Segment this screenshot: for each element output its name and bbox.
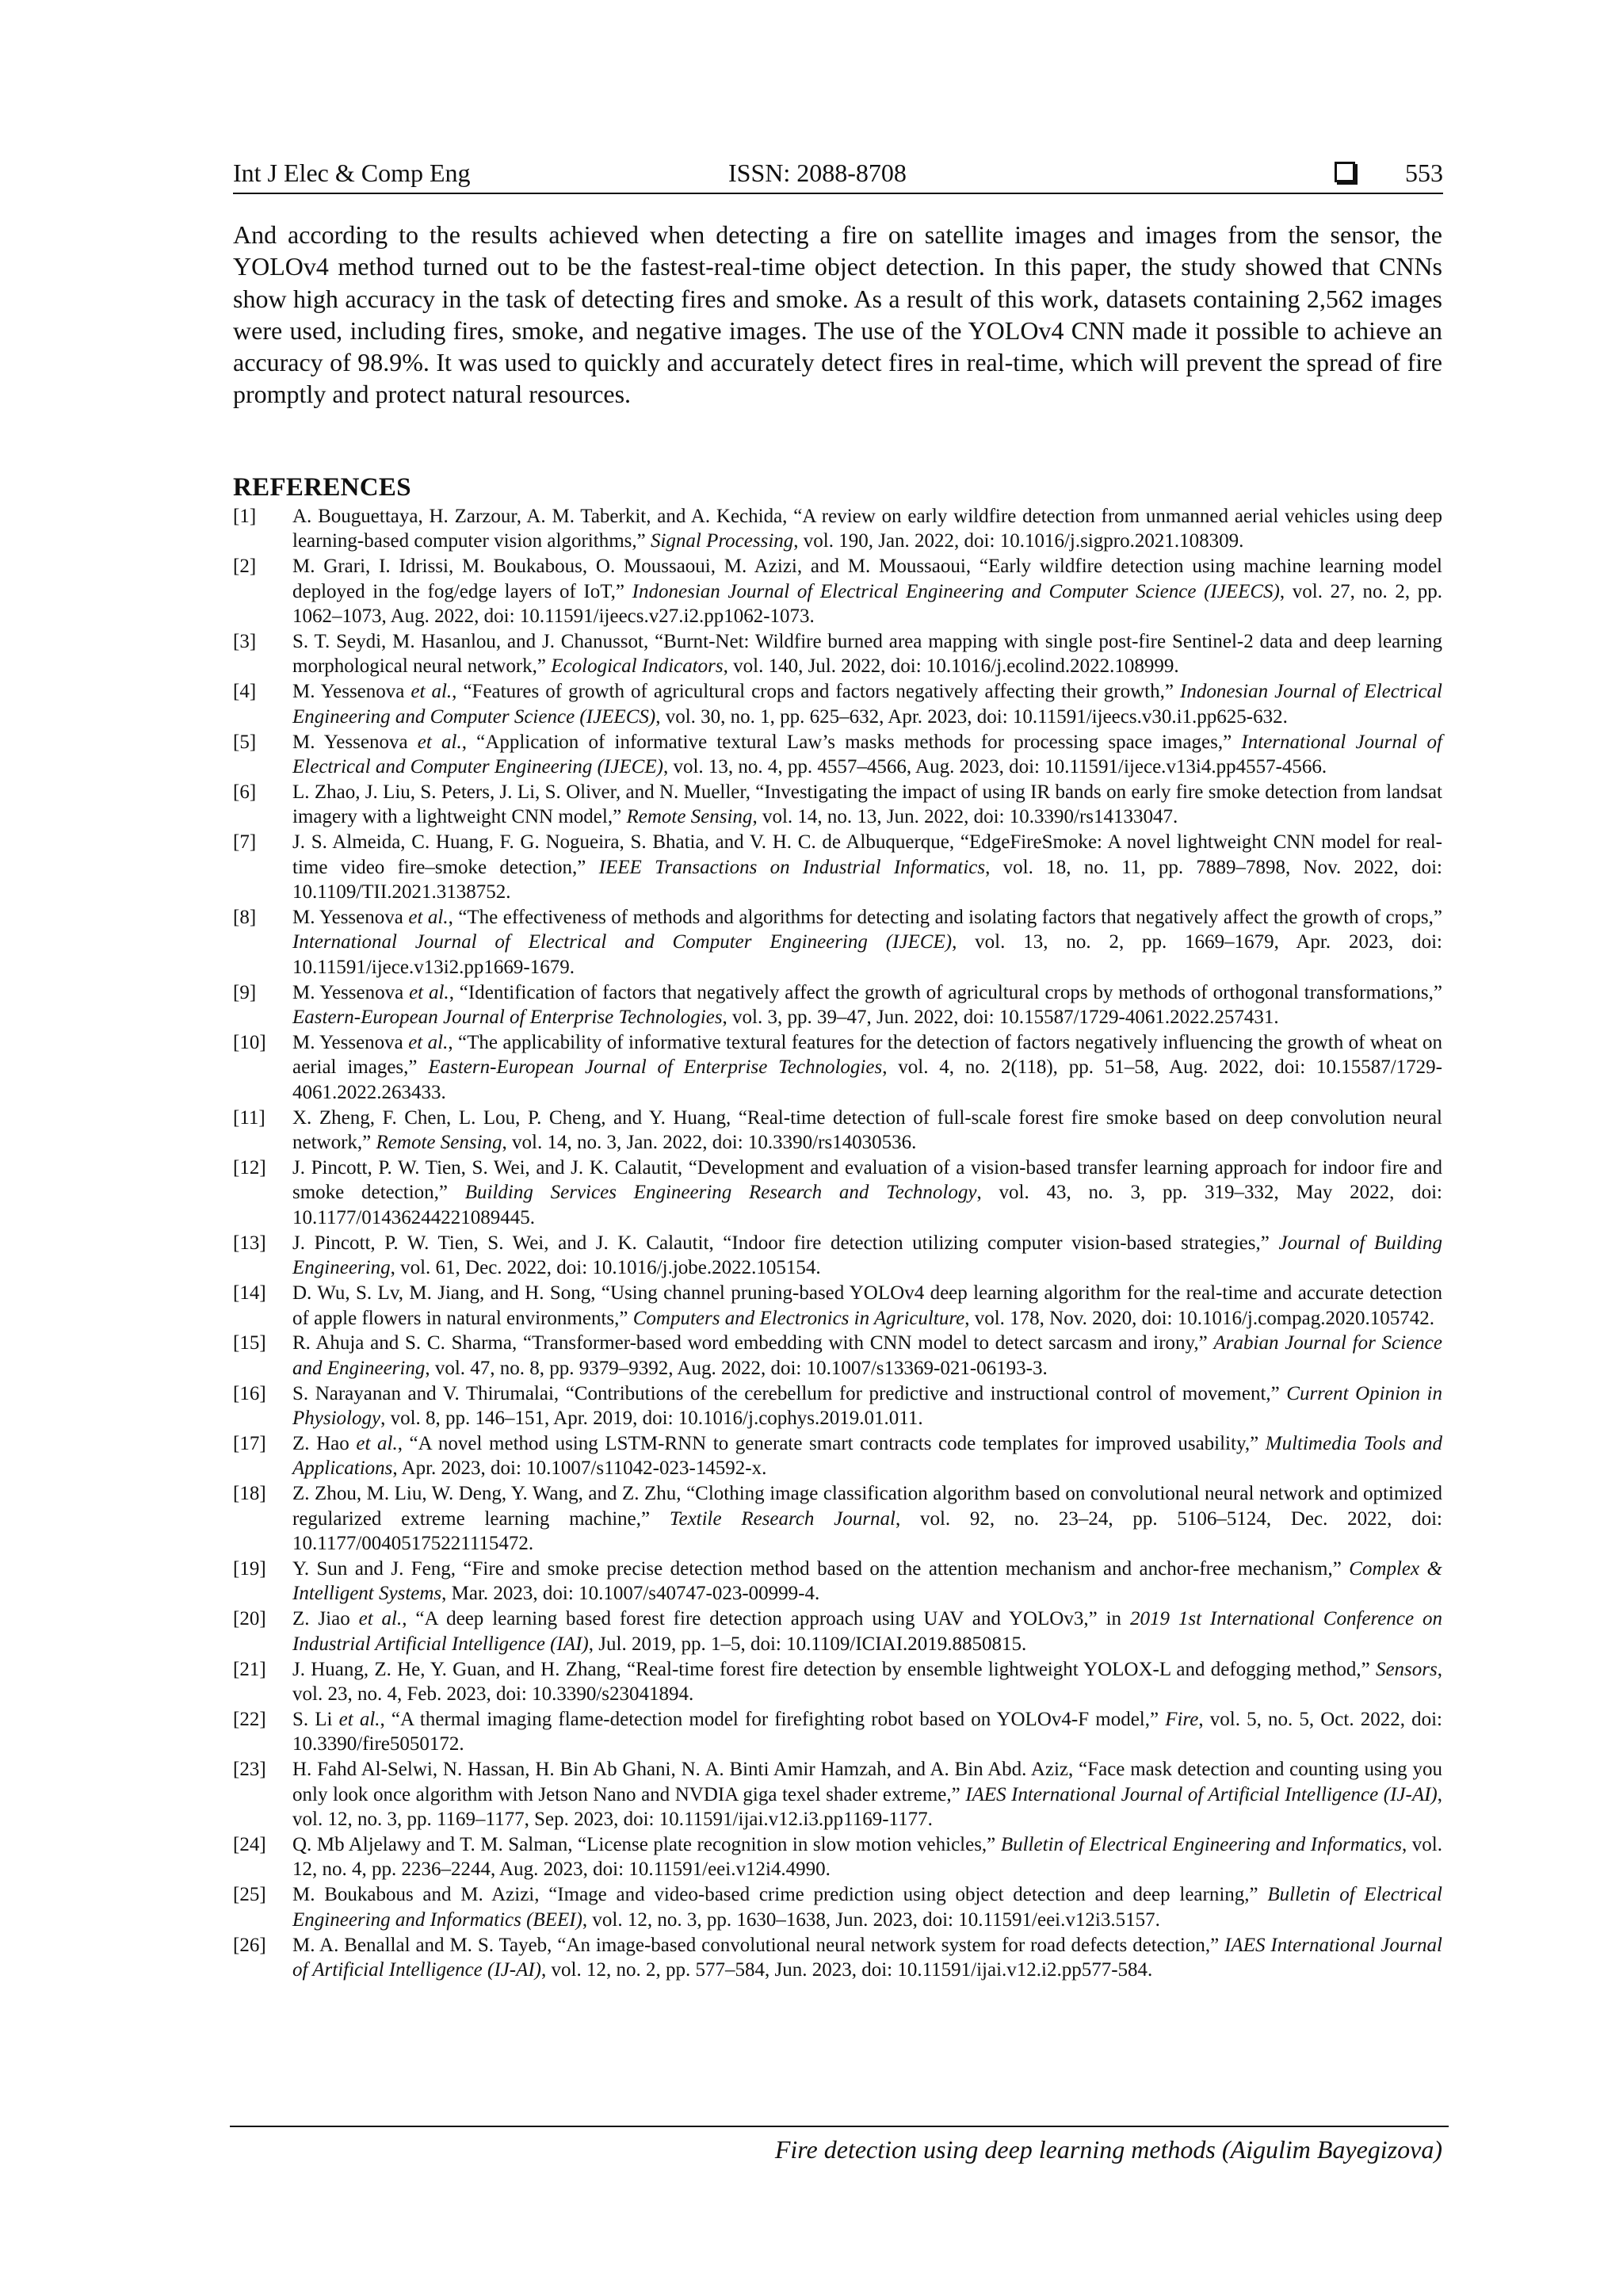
reference-venue: Journal of Building Engineering [292, 1232, 1443, 1279]
reference-item [233, 554, 1442, 628]
reference-item [233, 1381, 1442, 1431]
reference-venue: Current Opinion in Physiology [292, 1382, 1442, 1430]
reference-authors-title: J. S. Almeida, C. Huang, F. G. Nogueira, S. Bhatia, and V. H. C. de Albuquerque, “EdgeFireSmoke: A novel lightweight CNN model for real-time video fire–smoke detection,” [292, 831, 1442, 878]
reference-number: [15] [233, 1332, 266, 1354]
page-number: 553 [1405, 159, 1443, 187]
reference-number: [9] [233, 981, 257, 1003]
reference-number: [1] [233, 506, 257, 527]
reference-authors-title: J. Huang, Z. He, Y. Guan, and H. Zhang, “Real-time forest fire detection by ensemble lightweight YOLOX-L and defogging method,” [292, 1658, 1376, 1680]
reference-details: , vol. 13, no. 2, pp. 1669–1679, Apr. 2023, doi: 10.11591/ijece.v13i2.pp1669-1679. [292, 931, 1442, 978]
header-rule [233, 193, 1443, 194]
reference-item [233, 504, 1442, 554]
reference-venue: Bulletin of Electrical Engineering and Informatics (BEEI) [292, 1884, 1443, 1931]
reference-item [233, 830, 1442, 904]
reference-number: [12] [233, 1157, 266, 1179]
reference-number: [20] [233, 1608, 266, 1630]
reference-authors-title: S. Narayanan and V. Thirumalai, “Contributions of the cerebellum for predictive and instructional control of movement,” [292, 1382, 1287, 1404]
reference-number: [11] [233, 1106, 265, 1129]
reference-et-al: et al. [409, 981, 449, 1003]
reference-title: , “A deep learning based forest fire detection approach using UAV and YOLOv3,” in [402, 1608, 1130, 1630]
reference-authors-title: L. Zhao, J. Liu, S. Peters, J. Li, S. Oliver, and N. Mueller, “Investigating the impact of using IR bands on early fire smoke detection from landsat imagery with a lightweight CNN model,” [292, 781, 1442, 828]
page-header [233, 155, 1443, 190]
footer-rule [230, 2126, 1449, 2127]
reference-et-al: et al. [338, 1709, 380, 1730]
reference-venue: IAES International Journal of Artificial Intelligence (IJ-AI) [292, 1934, 1442, 1981]
reference-et-al: et al. [408, 907, 449, 928]
reference-number: [19] [233, 1558, 266, 1580]
reference-venue: Multimedia Tools and Applications [292, 1433, 1442, 1480]
reference-item [233, 1757, 1442, 1832]
reference-title: , “A novel method using LSTM-RNN to generate smart contracts code templates for improved usability,” [397, 1433, 1266, 1455]
reference-item [233, 1657, 1442, 1707]
reference-item [233, 780, 1442, 830]
reference-venue: Indonesian Journal of Electrical Engineering and Computer Science (IJEECS) [292, 681, 1442, 728]
reference-item [233, 1557, 1442, 1606]
reference-number: [6] [233, 781, 257, 803]
intro-paragraph: And according to the results achieved when detecting a fire on satellite images and images from the sensor, the YOLOv4 method turned out to be the fastest-real-time object detection. In this paper, the study showed that CNNs show high accuracy in the task of detecting fires and smoke. As a result of this work, datasets containing 2,562 images were used, including fires, smoke, and negative images. The use of the YOLOv4 CNN made it possible to achieve an accuracy of 98.9%. It was used to quickly and accurately detect fires in real-time, which will prevent the spread of fire promptly and protect natural resources. [233, 220, 1442, 409]
reference-authors-title: M. Grari, I. Idrissi, M. Boukabous, O. Moussaoui, M. Azizi, and M. Moussaoui, “Early wildfire detection using machine learning model deployed in the fog/edge layers of IoT,” [292, 556, 1442, 602]
reference-details: , vol. 178, Nov. 2020, doi: 10.1016/j.compag.2020.105742. [964, 1307, 1435, 1329]
reference-item [233, 629, 1442, 679]
reference-details: , Jul. 2019, pp. 1–5, doi: 10.1109/ICIAI.2019.8850815. [588, 1633, 1027, 1655]
journal-name: Int J Elec & Comp Eng [233, 159, 471, 187]
reference-authors-title: M. Yessenova [292, 981, 410, 1003]
reference-item [233, 1106, 1442, 1156]
reference-authors-title: M. Yessenova [292, 907, 409, 928]
reference-number: [17] [233, 1433, 266, 1455]
reference-number: [5] [233, 731, 257, 753]
reference-venue: IEEE Transactions on Industrial Informatics [598, 856, 986, 878]
reference-item [233, 1707, 1442, 1757]
reference-details: , vol. 4, no. 2(118), pp. 51–58, Aug. 2022, doi: 10.15587/1729-4061.2022.263433. [292, 1056, 1442, 1103]
reference-item [233, 679, 1442, 729]
reference-authors-title: Z. Jiao [292, 1608, 359, 1630]
references-heading: REFERENCES [233, 473, 411, 502]
reference-venue: International Journal of Electrical and Computer Engineering (IJECE) [292, 731, 1442, 778]
reference-authors-title: M. A. Benallal and M. S. Tayeb, “An image-based convolutional neural network system for road defects detection,” [292, 1934, 1225, 1956]
reference-authors-title: J. Pincott, P. W. Tien, S. Wei, and J. K. Calautit, “Indoor fire detection utilizing computer vision-based strategies,” [292, 1232, 1279, 1254]
reference-venue: Computers and Electronics in Agriculture [632, 1307, 965, 1329]
reference-details: , vol. 140, Jul. 2022, doi: 10.1016/j.ecolind.2022.108999. [723, 655, 1179, 678]
reference-details: , vol. 23, no. 4, Feb. 2023, doi: 10.3390/s23041894. [292, 1658, 1442, 1706]
reference-number: [23] [233, 1759, 266, 1781]
reference-authors-title: X. Zheng, F. Chen, L. Lou, P. Cheng, and Y. Huang, “Real-time detection of full-scale forest fire smoke based on deep convolution neural network,” [292, 1106, 1442, 1154]
reference-venue: Remote Sensing [376, 1132, 502, 1154]
reference-details: , vol. 12, no. 3, pp. 1630–1638, Jun. 2023, doi: 10.11591/eei.v12i3.5157. [582, 1908, 1160, 1931]
reference-et-al: et al. [358, 1608, 403, 1630]
reference-title: , “Features of growth of agricultural crops and factors negatively affecting their growth,” [452, 681, 1181, 703]
reference-et-al: et al. [411, 681, 453, 703]
reference-item [233, 730, 1442, 780]
reference-authors-title: D. Wu, S. Lv, M. Jiang, and H. Song, “Using channel pruning-based YOLOv4 deep learning algorithm for the real-time and accurate detection of apple flowers in natural environments,” [292, 1282, 1442, 1329]
reference-number: [8] [233, 907, 257, 928]
reference-item [233, 1832, 1442, 1882]
reference-venue: Sensors [1375, 1658, 1438, 1680]
reference-number: [24] [233, 1834, 266, 1856]
reference-number: [14] [233, 1282, 266, 1305]
reference-details: , vol. 61, Dec. 2022, doi: 10.1016/j.jobe.2022.105154. [390, 1257, 821, 1279]
reference-details: , vol. 27, no. 2, pp. 1062–1073, Aug. 2022, doi: 10.11591/ijeecs.v27.i2.pp1062-1073. [292, 580, 1443, 628]
reference-number: [2] [233, 556, 257, 578]
reference-details: , Mar. 2023, doi: 10.1007/s40747-023-00999-4. [441, 1583, 820, 1605]
reference-details: , vol. 14, no. 13, Jun. 2022, doi: 10.3390/rs14133047. [752, 806, 1178, 828]
square-icon [1335, 162, 1355, 182]
reference-number: [4] [233, 681, 257, 703]
reference-authors-title: M. Yessenova [292, 1032, 409, 1054]
reference-venue: Remote Sensing [626, 806, 753, 828]
reference-number: [7] [233, 831, 257, 854]
reference-number: [26] [233, 1934, 266, 1956]
reference-item [233, 1331, 1442, 1381]
reference-details: , vol. 8, pp. 146–151, Apr. 2019, doi: 10.1016/j.cophys.2019.01.011. [380, 1408, 923, 1430]
reference-venue: International Journal of Electrical and Computer Engineering (IJECE) [292, 931, 953, 953]
reference-item [233, 1156, 1442, 1230]
reference-et-al: et al. [356, 1433, 398, 1455]
reference-details: , vol. 190, Jan. 2022, doi: 10.1016/j.sigpro.2021.108309. [793, 530, 1244, 552]
reference-list [233, 504, 1442, 1983]
reference-number: [18] [233, 1483, 266, 1505]
reference-details: , vol. 12, no. 3, pp. 1169–1177, Sep. 2023, doi: 10.11591/ijai.v12.i3.pp1169-1177. [292, 1783, 1442, 1831]
reference-venue: Arabian Journal for Science and Engineering [292, 1332, 1442, 1379]
reference-title: , “A thermal imaging flame-detection model for firefighting robot based on YOLOv4-F model,” [380, 1709, 1166, 1730]
reference-details: , vol. 5, no. 5, Oct. 2022, doi: 10.3390/fire5050172. [292, 1709, 1442, 1755]
reference-authors-title: Z. Hao [292, 1433, 357, 1455]
reference-details: , vol. 3, pp. 39–47, Jun. 2022, doi: 10.15587/1729-4061.2022.257431. [722, 1007, 1279, 1029]
reference-venue: Building Services Engineering Research and Technology [464, 1182, 977, 1204]
reference-et-al: et al. [408, 1032, 449, 1054]
reference-authors-title: J. Pincott, P. W. Tien, S. Wei, and J. K. Calautit, “Development and evaluation of a vision-based transfer learning approach for indoor fire and smoke detection,” [292, 1157, 1442, 1204]
reference-authors-title: M. Yessenova [292, 681, 411, 703]
reference-authors-title: R. Ahuja and S. C. Sharma, “Transformer-based word embedding with CNN model to detect sarcasm and irony,” [292, 1332, 1214, 1354]
reference-item [233, 905, 1442, 980]
reference-venue: IAES International Journal of Artificial Intelligence (IJ-AI) [965, 1783, 1438, 1805]
reference-authors-title: S. Li [292, 1709, 339, 1730]
reference-authors-title: M. Yessenova [292, 731, 418, 753]
reference-details: , vol. 12, no. 4, pp. 2236–2244, Aug. 2023, doi: 10.11591/eei.v12i4.4990. [292, 1834, 1442, 1881]
reference-authors-title: Q. Mb Aljelawy and T. M. Salman, “License plate recognition in slow motion vehicles,” [292, 1834, 1001, 1856]
reference-authors-title: H. Fahd Al-Selwi, N. Hassan, H. Bin Ab Ghani, N. A. Binti Amir Hamzah, and A. Bin Abd. Aziz, “Face mask detection and counting using you only look once algorithm with Jetson Nano and NVDIA giga texel shader extreme,” [292, 1759, 1442, 1805]
reference-item [233, 1606, 1442, 1656]
reference-venue: Bulletin of Electrical Engineering and Informatics [1000, 1834, 1403, 1856]
reference-et-al: et al. [417, 731, 462, 753]
reference-item [233, 1281, 1442, 1331]
reference-details: , vol. 43, no. 3, pp. 319–332, May 2022, doi: 10.1177/01436244221089445. [292, 1182, 1442, 1228]
reference-item [233, 1431, 1442, 1481]
reference-authors-title: A. Bouguettaya, H. Zarzour, A. M. Taberkit, and A. Kechida, “A review on early wildfire detection from unmanned aerial vehicles using deep learning-based computer vision algorithms,” [292, 506, 1442, 552]
reference-item [233, 1481, 1442, 1556]
reference-authors-title: Y. Sun and J. Feng, “Fire and smoke precise detection method based on the attention mechanism and anchor-free mechanism,” [292, 1558, 1350, 1580]
reference-venue: Signal Processing [650, 530, 794, 552]
reference-number: [13] [233, 1232, 266, 1254]
reference-details: , vol. 18, no. 11, pp. 7889–7898, Nov. 2022, doi: 10.1109/TII.2021.3138752. [292, 856, 1442, 904]
reference-number: [3] [233, 631, 257, 653]
reference-details: , vol. 47, no. 8, pp. 9379–9392, Aug. 2022, doi: 10.1007/s13369-021-06193-3. [425, 1357, 1048, 1379]
reference-authors-title: S. T. Seydi, M. Hasanlou, and J. Chanussot, “Burnt-Net: Wildfire burned area mapping with single post-fire Sentinel-2 data and deep learning morphological neural network,” [292, 631, 1442, 678]
reference-number: [25] [233, 1884, 266, 1906]
reference-details: , vol. 13, no. 4, pp. 4557–4566, Aug. 2023, doi: 10.11591/ijece.v13i4.pp4557-4566. [663, 756, 1327, 778]
running-footer: Fire detection using deep learning methods (Aigulim Bayegizova) [774, 2135, 1442, 2164]
reference-number: [21] [233, 1658, 266, 1680]
reference-authors-title: M. Boukabous and M. Azizi, “Image and video-based crime prediction using object detection and deep learning,” [292, 1884, 1268, 1906]
reference-title: , “The effectiveness of methods and algorithms for detecting and isolating factors that negatively affect the growth of crops,” [448, 907, 1442, 928]
reference-number: [22] [233, 1709, 266, 1730]
reference-item [233, 1933, 1442, 1983]
reference-authors-title: Z. Zhou, M. Liu, W. Deng, Y. Wang, and Z. Zhu, “Clothing image classification algorithm based on convolutional neural network and optimized regularized extreme learning machine,” [292, 1483, 1442, 1530]
reference-details: , vol. 92, no. 23–24, pp. 5106–5124, Dec. 2022, doi: 10.1177/00405175221115472. [292, 1507, 1442, 1555]
reference-item [233, 980, 1442, 1030]
reference-details: , Apr. 2023, doi: 10.1007/s11042-023-14592-x. [392, 1457, 767, 1480]
reference-venue: Fire [1165, 1709, 1199, 1730]
reference-item [233, 1030, 1442, 1105]
reference-venue: Complex & Intelligent Systems [292, 1558, 1442, 1605]
reference-venue: 2019 1st International Conference on Industrial Artificial Intelligence (IAI) [292, 1608, 1442, 1655]
reference-title: , “Application of informative textural Law’s masks methods for processing space images,” [461, 731, 1242, 753]
reference-details: , vol. 30, no. 1, pp. 625–632, Apr. 2023, doi: 10.11591/ijeecs.v30.i1.pp625-632. [655, 705, 1288, 728]
reference-details: , vol. 14, no. 3, Jan. 2022, doi: 10.3390/rs14030536. [502, 1132, 917, 1154]
issn: ISSN: 2088-8708 [728, 159, 907, 187]
reference-item [233, 1882, 1442, 1932]
reference-venue: Eastern-European Journal of Enterprise Technologies [428, 1056, 883, 1079]
reference-venue: Indonesian Journal of Electrical Engineering and Computer Science (IJEECS) [632, 580, 1280, 602]
reference-title: , “Identification of factors that negatively affect the growth of agricultural crops by methods of orthogonal transformations,” [449, 981, 1442, 1003]
reference-title: , “The applicability of informative textural features for the detection of factors negatively influencing the growth of wheat on aerial images,” [292, 1032, 1442, 1079]
reference-venue: Ecological Indicators [551, 655, 724, 678]
reference-venue: Eastern-European Journal of Enterprise Technologies [292, 1007, 723, 1029]
reference-number: [10] [233, 1032, 266, 1054]
reference-venue: Textile Research Journal [669, 1507, 896, 1530]
reference-item [233, 1231, 1442, 1281]
reference-number: [16] [233, 1382, 266, 1404]
reference-details: , vol. 12, no. 2, pp. 577–584, Jun. 2023, doi: 10.11591/ijai.v12.i2.pp577-584. [541, 1959, 1153, 1981]
